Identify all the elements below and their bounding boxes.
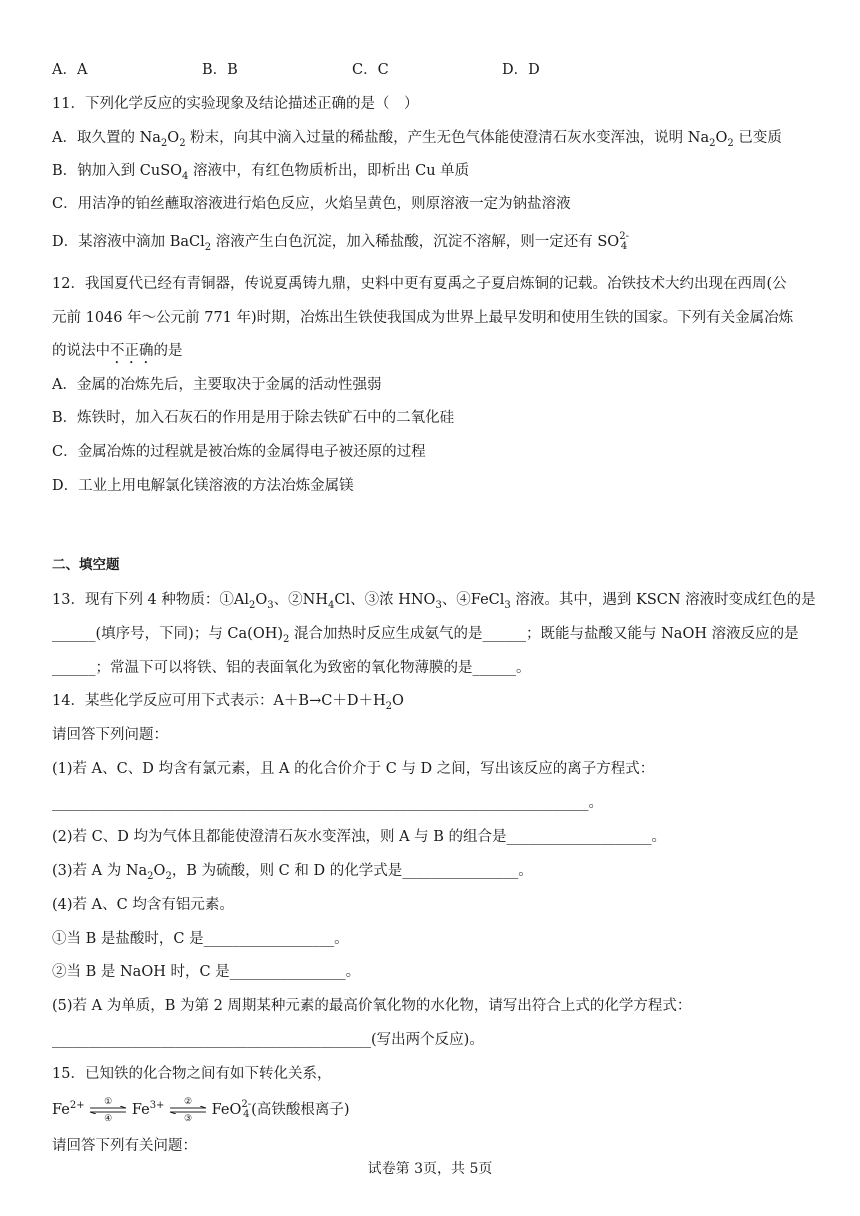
q11-option-c: C．用洁净的铂丝蘸取溶液进行焰色反应，火焰呈黄色，则原溶液一定为钠盐溶液 (52, 196, 571, 212)
section-title: 二、填空题 (52, 557, 120, 573)
q11-option-b: B．钠加入到 CuSO$_4$ 溶液中，有红色物质析出，即析出 Cu 单质 (52, 163, 470, 182)
q14-part4-sub1: ①当 B 是盐酸时，C 是__________________。 (52, 931, 349, 947)
q13-line3: ______；常温下可以将铁、铝的表面氧化为致密的氧化物薄膜的是______。 (52, 660, 531, 676)
sulfate-charge: 2- 4 (619, 231, 629, 252)
q12-stem-line3: 的说法中不正确的是 (52, 343, 183, 359)
q13-line2: ______(填序号，下同)；与 $Ca(OH)_2$ 混合加热时反应生成氨气的是______；既能与盐酸又能与 NaOH 溶液反应的是 (52, 626, 799, 645)
option-d: D．D (502, 62, 540, 78)
q14-part4-sub2: ②当 B 是 NaOH 时，C 是________________。 (52, 964, 361, 980)
reversible-arrow-2: ② ③ (169, 1099, 207, 1121)
q14-part2: (2)若 C、D 均为气体且都能使澄清石灰水变浑浊，则 A 与 B 的组合是____________________。 (52, 829, 667, 845)
q12-option-a: A．金属的冶炼先后，主要取决于金属的活动性强弱 (52, 377, 382, 393)
q14-part5: (5)若 A 为单质，B 为第 2 周期某种元素的最高价氧化物的水化物，请写出符合上式的化学方程式： (52, 998, 692, 1014)
page-footer: 试卷第 3页，共 5页 (367, 1161, 493, 1177)
q13-line1: 13．现有下列 4 种物质：$①Al_2O_3$、$②NH_4Cl$、③浓 $HNO_3$、④FeCl$_3$ 溶液。其中，遇到 KSCN 溶液时变成红色的是 (52, 592, 816, 611)
q14-part1: (1)若 A、C、D 均含有氯元素，且 A 的化合价介于 C 与 D 之间，写出该反应的离子方程式： (52, 761, 655, 777)
q12-option-b: B．炼铁时，加入石灰石的作用是用于除去铁矿石中的二氧化硅 (52, 410, 455, 426)
q14-part1-blank: __________________________________________________________________________。 (52, 795, 603, 811)
q14-stem: 14．某些化学反应可用下式表示：$A+B\to C+D+H_2O$ (52, 693, 404, 712)
q15-conversion-scheme: $Fe^{2+}$ ① ④ $Fe^{3+}$ ② ③ FeO2- 4 (高铁酸根离子) (52, 1097, 350, 1124)
option-a: A．A (52, 62, 88, 78)
emphasis-text: 不正确 (110, 343, 154, 359)
q12-option-d: D．工业上用电解氯化镁溶液的方法冶炼金属镁 (52, 478, 354, 494)
q15-stem: 15．已知铁的化合物之间有如下转化关系， (52, 1066, 332, 1082)
q15-instruction: 请回答下列有关问题： (52, 1138, 197, 1154)
q12-stem-line1: 12．我国夏代已经有青铜器，传说夏禹铸九鼎，史料中更有夏禹之子夏启炼铜的记载。冶铁技术大约出现在西周(公 (52, 276, 787, 292)
q12-stem-line2: 元前 1046 年～公元前 771 年)时期，冶炼出生铁使我国成为世界上最早发明和使用生铁的国家。下列有关金属冶炼 (52, 310, 794, 326)
reversible-arrow-1: ① ④ (89, 1099, 127, 1121)
q11-option-d: D．某溶液中滴加 BaCl$_2$ 溶液产生白色沉淀，加入稀盐酸，沉淀不溶解，则一定还有 SO2- 4 (52, 231, 629, 253)
q14-instruction: 请回答下列问题： (52, 727, 168, 743)
q11-stem: 11．下列化学反应的实验现象及结论描述正确的是（ ） (52, 96, 419, 112)
q12-option-c: C．金属冶炼的过程就是被冶炼的金属得电子被还原的过程 (52, 444, 426, 460)
q14-part5-blank: ____________________________________________(写出两个反应)。 (52, 1032, 484, 1048)
option-c: C．C (352, 62, 389, 78)
q14-part4: (4)若 A、C 均含有铝元素。 (52, 897, 234, 913)
option-b: B．B (202, 62, 238, 78)
q11-option-a: A．取久置的 $Na_2O_2$ 粉末，向其中滴入过量的稀盐酸，产生无色气体能使澄清石灰水变浑浊，说明 $Na_2O_2$ 已变质 (52, 130, 782, 149)
q14-part3: (3)若 A 为 $Na_2O_2$，B 为硫酸，则 C 和 D 的化学式是________________。 (52, 863, 533, 882)
